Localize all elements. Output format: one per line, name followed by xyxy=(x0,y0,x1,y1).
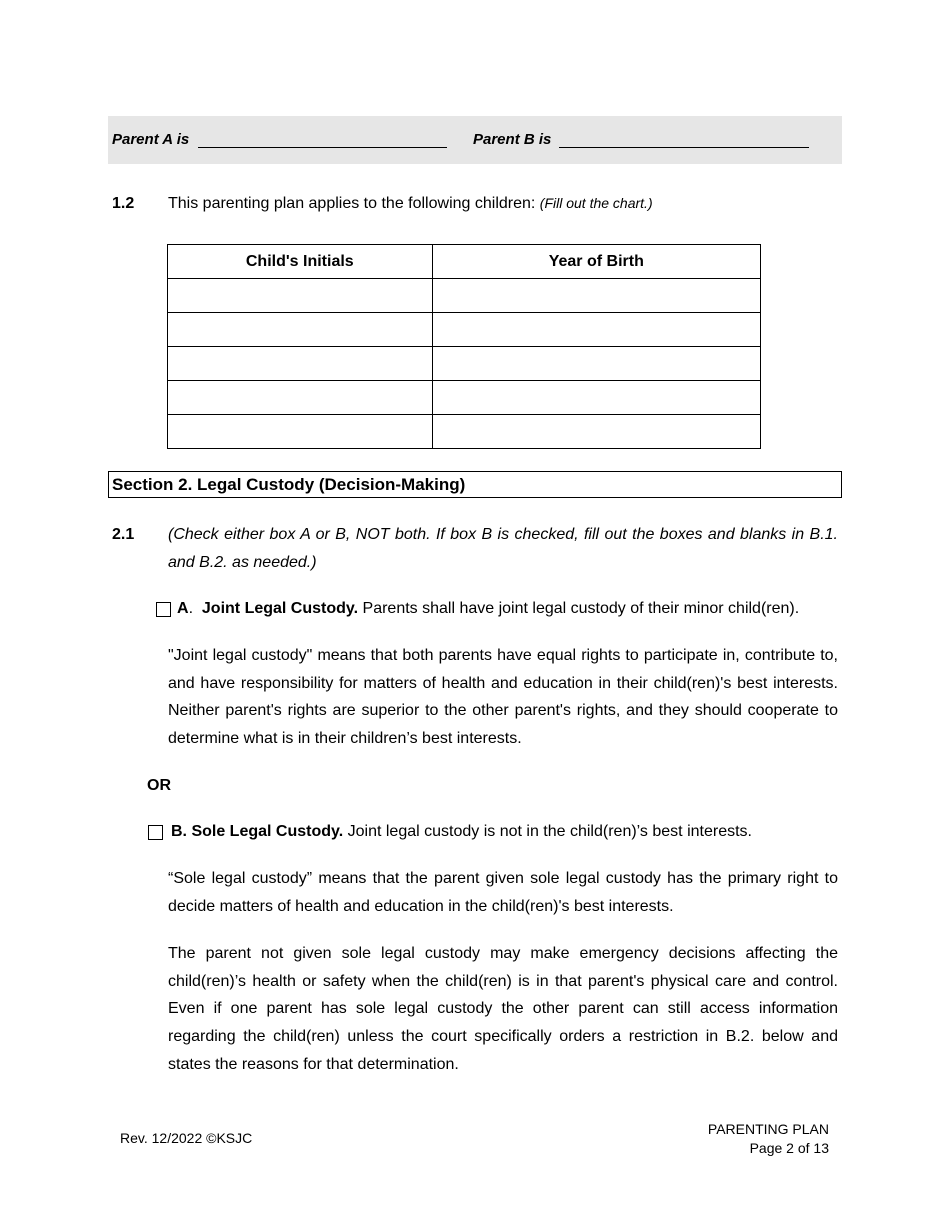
item-2-1-instructions: (Check either box A or B, NOT both. If box B is checked, fill out the boxes and blanks in B.1. and B.2. as needed.) xyxy=(168,526,838,571)
joint-legal-custody-checkbox[interactable] xyxy=(156,602,171,617)
option-a-dot: . xyxy=(188,600,194,617)
item-number-2-1: 2.1 xyxy=(112,526,135,543)
column-header-initials: Child's Initials xyxy=(168,245,433,279)
footer-revision: Rev. 12/2022 ©KSJC xyxy=(120,1130,253,1146)
year-of-birth-cell[interactable] xyxy=(432,279,760,313)
section-2-title: Section 2. Legal Custody (Decision-Making) xyxy=(112,475,466,494)
table-row xyxy=(168,279,761,313)
child-initials-cell[interactable] xyxy=(168,381,433,415)
year-of-birth-cell[interactable] xyxy=(432,381,760,415)
footer-form-name: PARENTING PLAN xyxy=(707,1121,829,1137)
footer-form-info xyxy=(708,1120,829,1158)
child-initials-cell[interactable] xyxy=(168,347,433,381)
option-b-line xyxy=(171,823,752,841)
parent-b-label: Parent B is xyxy=(473,131,552,148)
option-b-title: B. Sole Legal Custody. xyxy=(171,823,344,840)
option-a-text: Parents shall have joint legal custody of their minor child(ren). xyxy=(362,600,800,617)
section-1-2-hint: (Fill out the chart.) xyxy=(539,195,653,211)
parent-banner xyxy=(108,116,842,164)
section-1-2-text xyxy=(168,195,653,213)
parent-a-label: Parent A is xyxy=(112,131,190,148)
or-label: OR xyxy=(147,777,171,794)
table-header-row xyxy=(168,245,761,279)
year-of-birth-cell[interactable] xyxy=(432,313,760,347)
table-row xyxy=(168,381,761,415)
child-initials-cell[interactable] xyxy=(168,415,433,449)
children-table xyxy=(167,244,761,449)
table-row xyxy=(168,347,761,381)
section-2-heading-box xyxy=(108,471,842,498)
item-number-1-2: 1.2 xyxy=(112,195,135,212)
parent-a-name-field[interactable] xyxy=(198,147,447,148)
joint-legal-custody-definition: "Joint legal custody" means that both parents have equal rights to participate in, contribute to, and have responsibility for matters of health and education in their child(ren)'s best interests. Neither parent's rights are superior to the other parent's rights, and they should cooperate to determine what is in their children’s best interests. xyxy=(168,647,838,748)
sole-legal-custody-paragraph: The parent not given sole legal custody may make emergency decisions affecting the child(ren)’s health or safety when the child(ren) is in that parent's physical care and control. Even if one parent has sole legal custody the other parent can still access information regarding the child(ren) unless the court specifically orders a restriction in B.2. below and states the reasons for that determination. xyxy=(168,945,838,1073)
option-a-letter: A xyxy=(177,600,189,617)
column-header-year-of-birth: Year of Birth xyxy=(432,245,760,279)
footer-page-number: Page 2 of 13 xyxy=(749,1140,829,1156)
option-a-title: Joint Legal Custody. xyxy=(201,600,359,617)
option-b-text: Joint legal custody is not in the child(ren)’s best interests. xyxy=(347,823,752,840)
sole-legal-custody-definition: “Sole legal custody” means that the parent given sole legal custody has the primary right to decide matters of health and education in the child(ren)'s best interests. xyxy=(168,870,838,915)
child-initials-cell[interactable] xyxy=(168,279,433,313)
table-row xyxy=(168,415,761,449)
year-of-birth-cell[interactable] xyxy=(432,347,760,381)
year-of-birth-cell[interactable] xyxy=(432,415,760,449)
option-a-line xyxy=(177,600,799,618)
table-row xyxy=(168,313,761,347)
parent-b-name-field[interactable] xyxy=(559,147,809,148)
child-initials-cell[interactable] xyxy=(168,313,433,347)
section-1-2-statement: This parenting plan applies to the following children: xyxy=(168,195,536,212)
sole-legal-custody-checkbox[interactable] xyxy=(148,825,163,840)
